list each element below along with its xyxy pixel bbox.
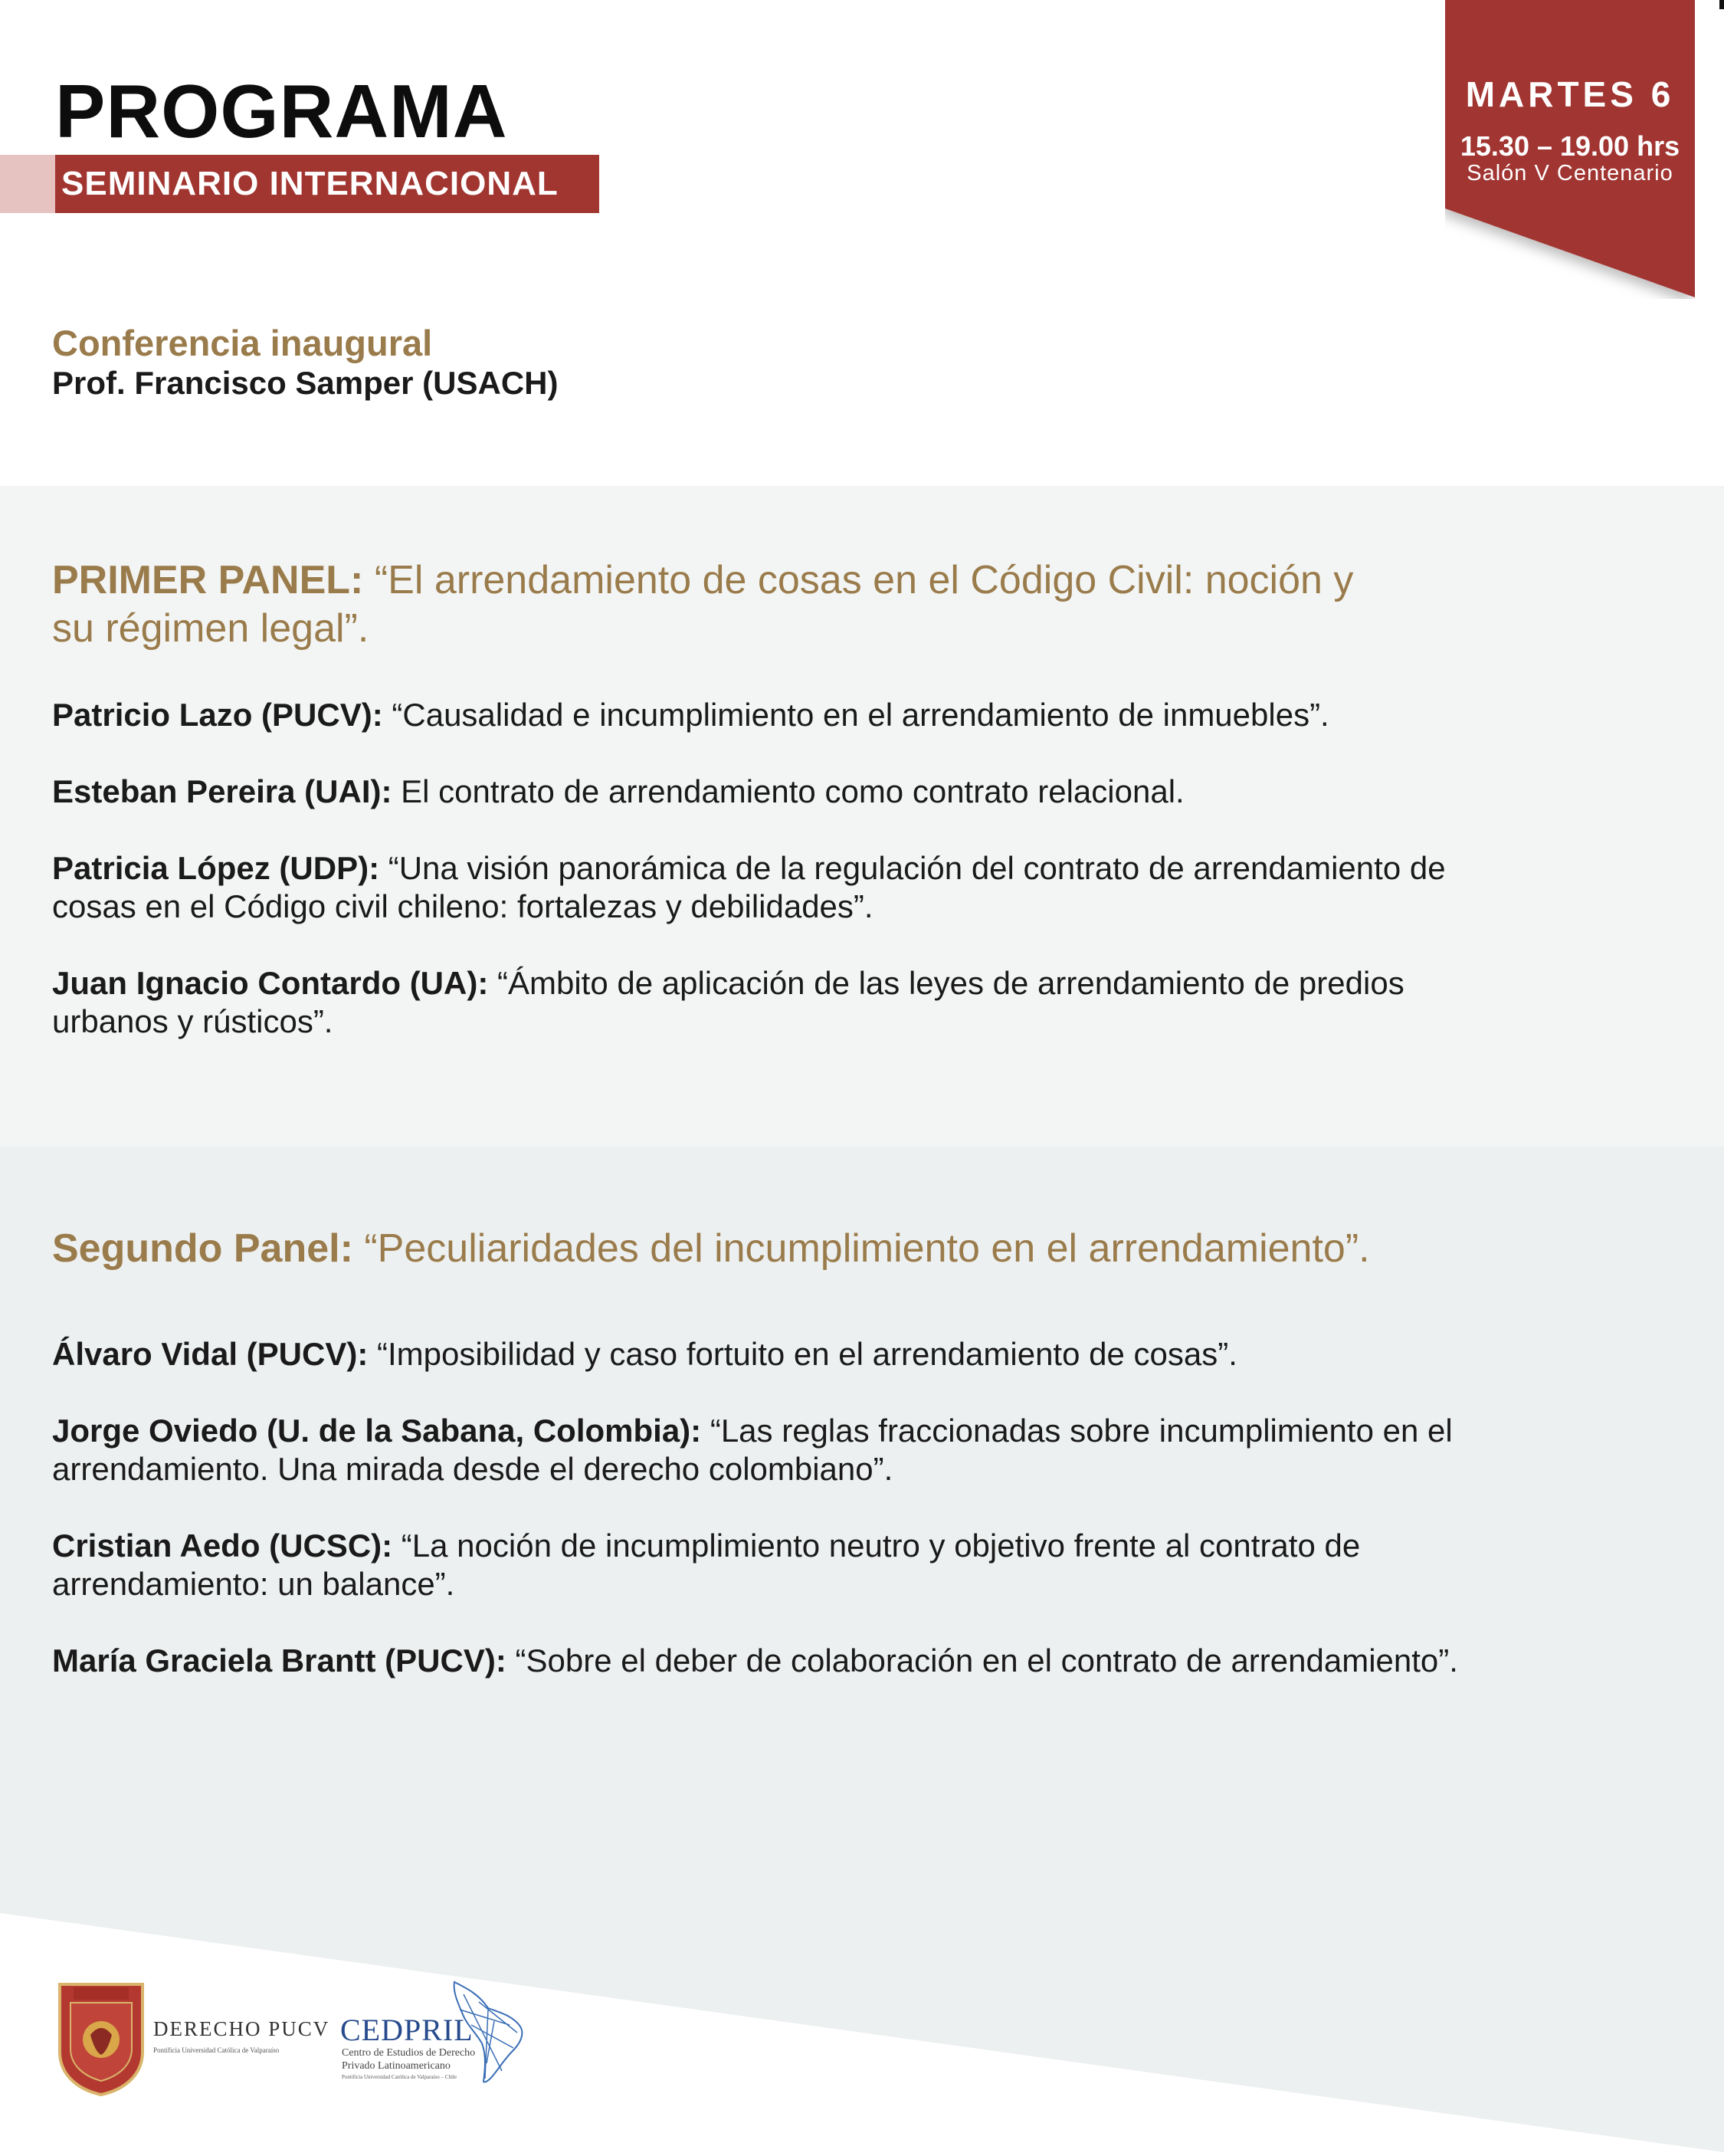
panel-title-lead: PRIMER PANEL:: [52, 558, 364, 602]
conference-speaker: Prof. Francisco Samper (USACH): [52, 365, 559, 401]
cedpril-university: Pontificia Universidad Católica de Valparaíso – Chile: [342, 2074, 457, 2080]
talk-speaker: Juan Ignacio Contardo (UA):: [52, 965, 489, 1001]
talk-speaker: Jorge Oviedo (U. de la Sabana, Colombia):: [52, 1413, 702, 1449]
derecho-pucv-name: DERECHO PUCV: [153, 2017, 330, 2040]
talk-speaker: Álvaro Vidal (PUCV):: [52, 1336, 369, 1372]
page-title: PROGRAMA: [55, 69, 508, 153]
talk-title: “Una visión panorámica de la regulación del contrato de arrendamiento de: [379, 850, 1446, 886]
talk-title: “La noción de incumplimiento neutro y objetivo frente al contrato de: [392, 1528, 1361, 1564]
conference-label: Conferencia inaugural: [52, 323, 433, 363]
talk-title: El contrato de arrendamiento como contrato relacional.: [392, 773, 1185, 809]
talk-speaker: Cristian Aedo (UCSC):: [52, 1528, 393, 1564]
talk-title: “Sobre el deber de colaboración en el contrato de arrendamiento”.: [506, 1642, 1458, 1679]
talk-speaker: Esteban Pereira (UAI):: [52, 773, 392, 809]
panel-title-lead: Segundo Panel:: [52, 1226, 353, 1271]
talk-title-continued: arrendamiento. Una mirada desde el derecho colombiano”.: [52, 1451, 893, 1487]
pucv-shield-logo: [57, 1981, 146, 2096]
talk-item: [52, 696, 1654, 734]
talk-item: [52, 849, 1654, 926]
talk-title: “Las reglas fraccionadas sobre incumplimiento en el: [701, 1413, 1453, 1449]
second-panel-section: [0, 1147, 1724, 2156]
subtitle-banner: SEMINARIO INTERNACIONAL: [55, 155, 599, 213]
talk-speaker: María Graciela Brantt (PUCV):: [52, 1642, 506, 1679]
panel-title-text: “El arrendamiento de cosas en el Código Civil: noción y: [363, 558, 1354, 602]
talk-title-continued: arrendamiento: un balance”.: [52, 1566, 455, 1602]
panel-title-text: “Peculiaridades del incumplimiento en el arrendamiento”.: [352, 1226, 1370, 1271]
decorative-strip: [0, 155, 55, 213]
talk-title: “Causalidad e incumplimiento en el arrendamiento de inmuebles”.: [382, 697, 1329, 733]
talk-title-continued: cosas en el Código civil chileno: fortalezas y debilidades”.: [52, 888, 873, 924]
talk-item: [52, 773, 1654, 811]
derecho-pucv-subtitle: Pontificia Universidad Católica de Valparaíso: [153, 2046, 280, 2054]
event-day: MARTES 6: [1465, 74, 1675, 114]
talk-speaker: Patricia López (UDP):: [52, 850, 380, 886]
talk-item: [52, 964, 1654, 1041]
talk-title-continued: urbanos y rústicos”.: [52, 1003, 333, 1039]
panel-title-text: su régimen legal”.: [52, 606, 369, 651]
talk-title: “Ámbito de aplicación de las leyes de arrendamiento de predios: [488, 965, 1404, 1001]
first-panel-title: [52, 556, 1508, 653]
corner-mark: [1719, 0, 1724, 9]
cedpril-subtitle: Privado Latinoamericano: [342, 2060, 451, 2072]
cedpril-subtitle: Centro de Estudios de Derecho: [342, 2047, 476, 2059]
talk-speaker: Patricio Lazo (PUCV):: [52, 697, 383, 733]
event-room: Salón V Centenario: [1467, 161, 1673, 185]
cedpril-name: CEDPRIL: [340, 2013, 474, 2047]
footer-wedge: [0, 1147, 1724, 2156]
first-panel-section: [0, 486, 1724, 1147]
event-time: 15.30 – 19.00 hrs: [1460, 130, 1680, 162]
talk-title: “Imposibilidad y caso fortuito en el arrendamiento de cosas”.: [368, 1336, 1237, 1372]
